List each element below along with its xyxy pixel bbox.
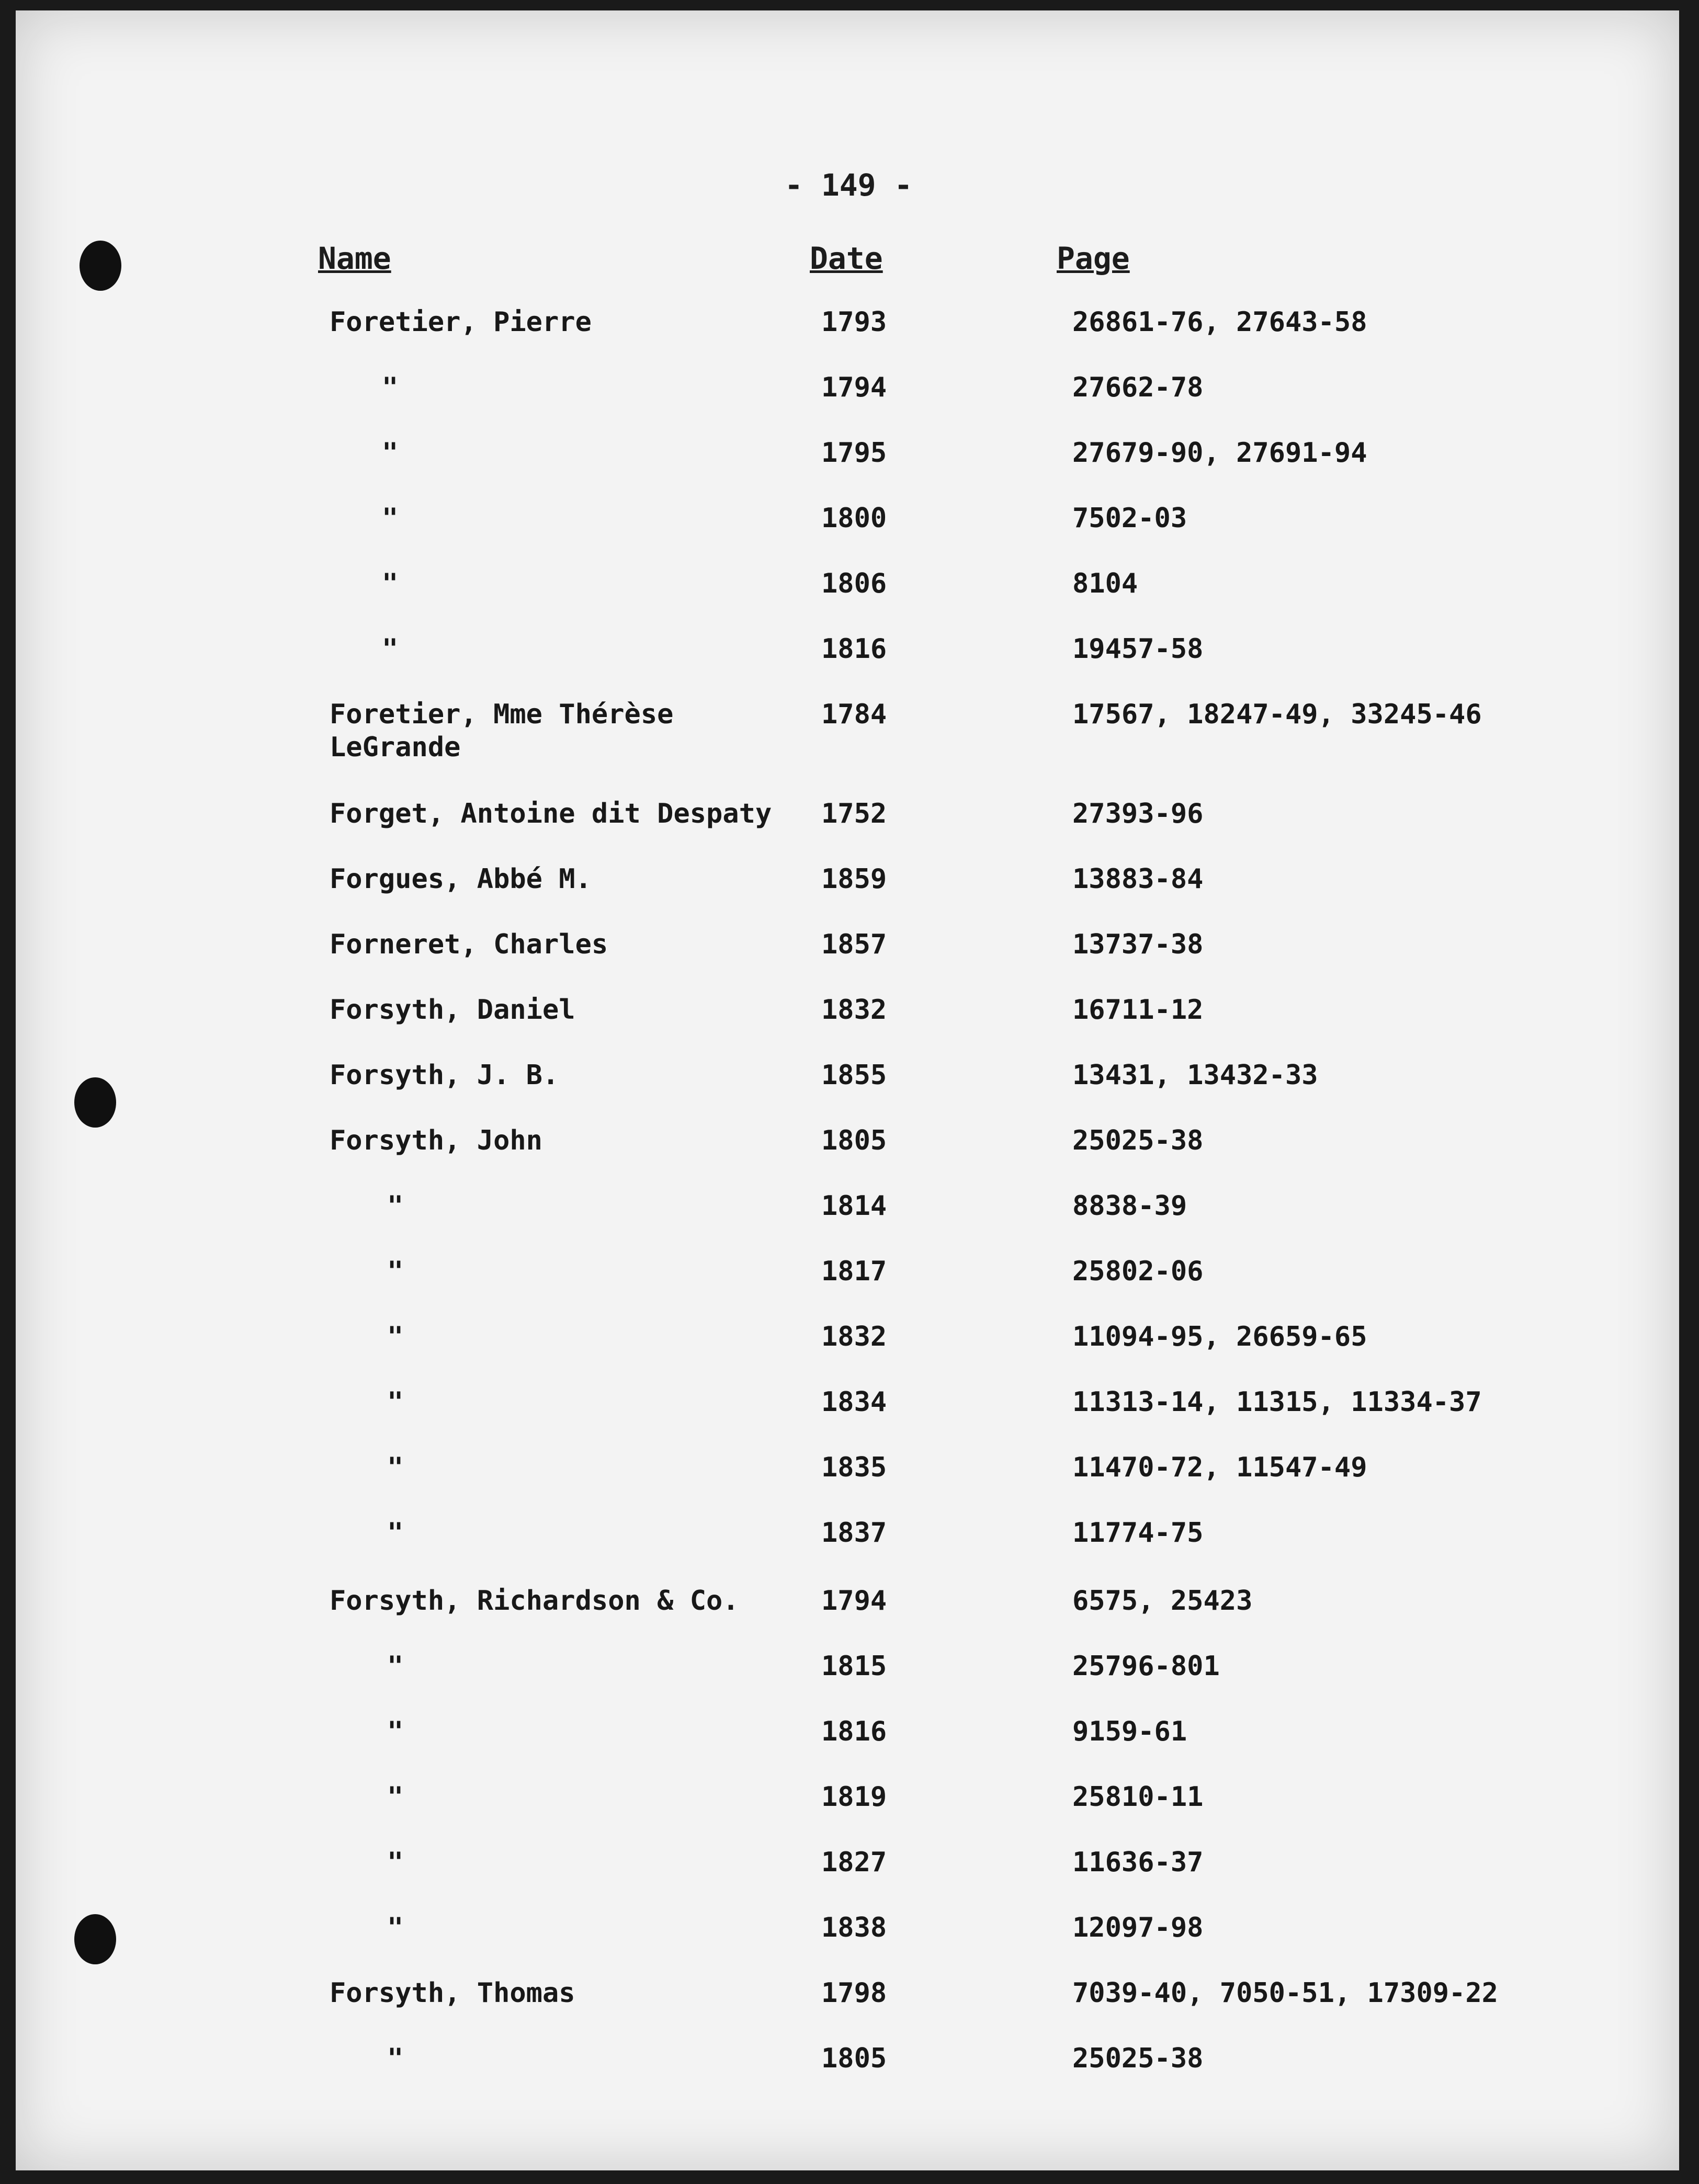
entry-name: Forget, Antoine dit Despaty <box>330 798 772 829</box>
entry-name: Forsyth, John <box>330 1125 542 1156</box>
entry-pages: 11636-37 <box>1072 1847 1204 1878</box>
entry-date: 1784 <box>821 699 887 730</box>
entry-date: 1795 <box>821 437 887 469</box>
entry-name-ditto: " <box>387 1651 404 1682</box>
entry-name: Forsyth, J. B. <box>330 1060 559 1091</box>
entry-pages: 12097-98 <box>1072 1912 1204 1943</box>
column-header-name: Name <box>318 241 391 276</box>
entry-name-ditto: " <box>387 1912 404 1943</box>
entry-pages: 11094-95, 26659-65 <box>1072 1321 1367 1352</box>
entry-date: 1832 <box>821 994 887 1026</box>
entry-date: 1805 <box>821 2043 887 2074</box>
entry-pages: 7039-40, 7050-51, 17309-22 <box>1072 1977 1498 2009</box>
entry-name-ditto: " <box>387 1256 404 1287</box>
entry-date: 1815 <box>821 1651 887 1682</box>
entry-pages: 27662-78 <box>1072 372 1204 403</box>
entry-pages: 19457-58 <box>1072 633 1204 665</box>
entry-pages: 26861-76, 27643-58 <box>1072 306 1367 338</box>
entry-pages: 25025-38 <box>1072 2043 1204 2074</box>
entry-pages: 11470-72, 11547-49 <box>1072 1452 1367 1483</box>
entry-date: 1806 <box>821 568 887 599</box>
entry-date: 1817 <box>821 1256 887 1287</box>
entry-date: 1800 <box>821 503 887 534</box>
entry-date: 1793 <box>821 306 887 338</box>
entry-pages: 27393-96 <box>1072 798 1204 829</box>
entry-pages: 27679-90, 27691-94 <box>1072 437 1367 469</box>
entry-name: Forgues, Abbé M. <box>330 863 592 895</box>
entry-date: 1805 <box>821 1125 887 1156</box>
entry-name-ditto: " <box>387 1781 404 1813</box>
entry-pages: 16711-12 <box>1072 994 1204 1026</box>
entry-name: Forsyth, Daniel <box>330 994 575 1026</box>
entry-pages: 8838-39 <box>1072 1190 1187 1222</box>
entry-date: 1835 <box>821 1452 887 1483</box>
entry-pages: 9159-61 <box>1072 1716 1187 1747</box>
entry-name: Foretier, Mme Thérèse LeGrande <box>330 699 674 764</box>
column-header-page: Page <box>1057 241 1130 276</box>
entry-date: 1838 <box>821 1912 887 1943</box>
entry-name: Forsyth, Richardson & Co. <box>330 1585 739 1617</box>
entry-pages: 13431, 13432-33 <box>1072 1060 1318 1091</box>
entry-date: 1827 <box>821 1847 887 1878</box>
entry-date: 1816 <box>821 633 887 665</box>
entry-name-ditto: " <box>382 503 399 534</box>
entry-pages: 8104 <box>1072 568 1138 599</box>
entry-pages: 13737-38 <box>1072 929 1204 960</box>
entry-date: 1834 <box>821 1386 887 1418</box>
entry-pages: 11774-75 <box>1072 1517 1204 1549</box>
entry-date: 1814 <box>821 1190 887 1222</box>
entry-date: 1855 <box>821 1060 887 1091</box>
entry-pages: 25796-801 <box>1072 1651 1220 1682</box>
entry-date: 1794 <box>821 372 887 403</box>
entry-pages: 13883-84 <box>1072 863 1204 895</box>
entry-pages: 25025-38 <box>1072 1125 1204 1156</box>
entry-name-ditto: " <box>387 1321 404 1352</box>
punch-hole-top <box>80 241 121 291</box>
column-header-date: Date <box>810 241 883 276</box>
entry-name-ditto: " <box>387 1847 404 1878</box>
punch-hole-bottom <box>74 1914 116 1964</box>
entry-date: 1857 <box>821 929 887 960</box>
entry-name: Forsyth, Thomas <box>330 1977 575 2009</box>
entry-name-ditto: " <box>382 568 399 599</box>
entry-date: 1819 <box>821 1781 887 1813</box>
entry-name-ditto: " <box>387 1190 404 1222</box>
document-page <box>16 10 1679 2170</box>
entry-pages: 25810-11 <box>1072 1781 1204 1813</box>
entry-pages: 25802-06 <box>1072 1256 1204 1287</box>
entry-name-ditto: " <box>387 2043 404 2074</box>
entry-date: 1798 <box>821 1977 887 2009</box>
entry-pages: 11313-14, 11315, 11334-37 <box>1072 1386 1482 1418</box>
entry-pages: 17567, 18247-49, 33245-46 <box>1072 699 1482 730</box>
entry-name-ditto: " <box>382 437 399 469</box>
entry-name: Foretier, Pierre <box>330 306 592 338</box>
punch-hole-middle <box>74 1077 116 1128</box>
entry-date: 1752 <box>821 798 887 829</box>
entry-pages: 7502-03 <box>1072 503 1187 534</box>
entry-name: Forneret, Charles <box>330 929 608 960</box>
entry-date: 1794 <box>821 1585 887 1617</box>
entry-date: 1837 <box>821 1517 887 1549</box>
entry-name-ditto: " <box>387 1517 404 1549</box>
entry-name-ditto: " <box>387 1716 404 1747</box>
entry-date: 1859 <box>821 863 887 895</box>
entry-name-ditto: " <box>387 1386 404 1418</box>
entry-name-ditto: " <box>387 1452 404 1483</box>
entry-date: 1816 <box>821 1716 887 1747</box>
entry-name-ditto: " <box>382 372 399 403</box>
page-number: - 149 - <box>785 167 913 203</box>
entry-name-ditto: " <box>382 633 399 665</box>
entry-date: 1832 <box>821 1321 887 1352</box>
entry-pages: 6575, 25423 <box>1072 1585 1253 1617</box>
